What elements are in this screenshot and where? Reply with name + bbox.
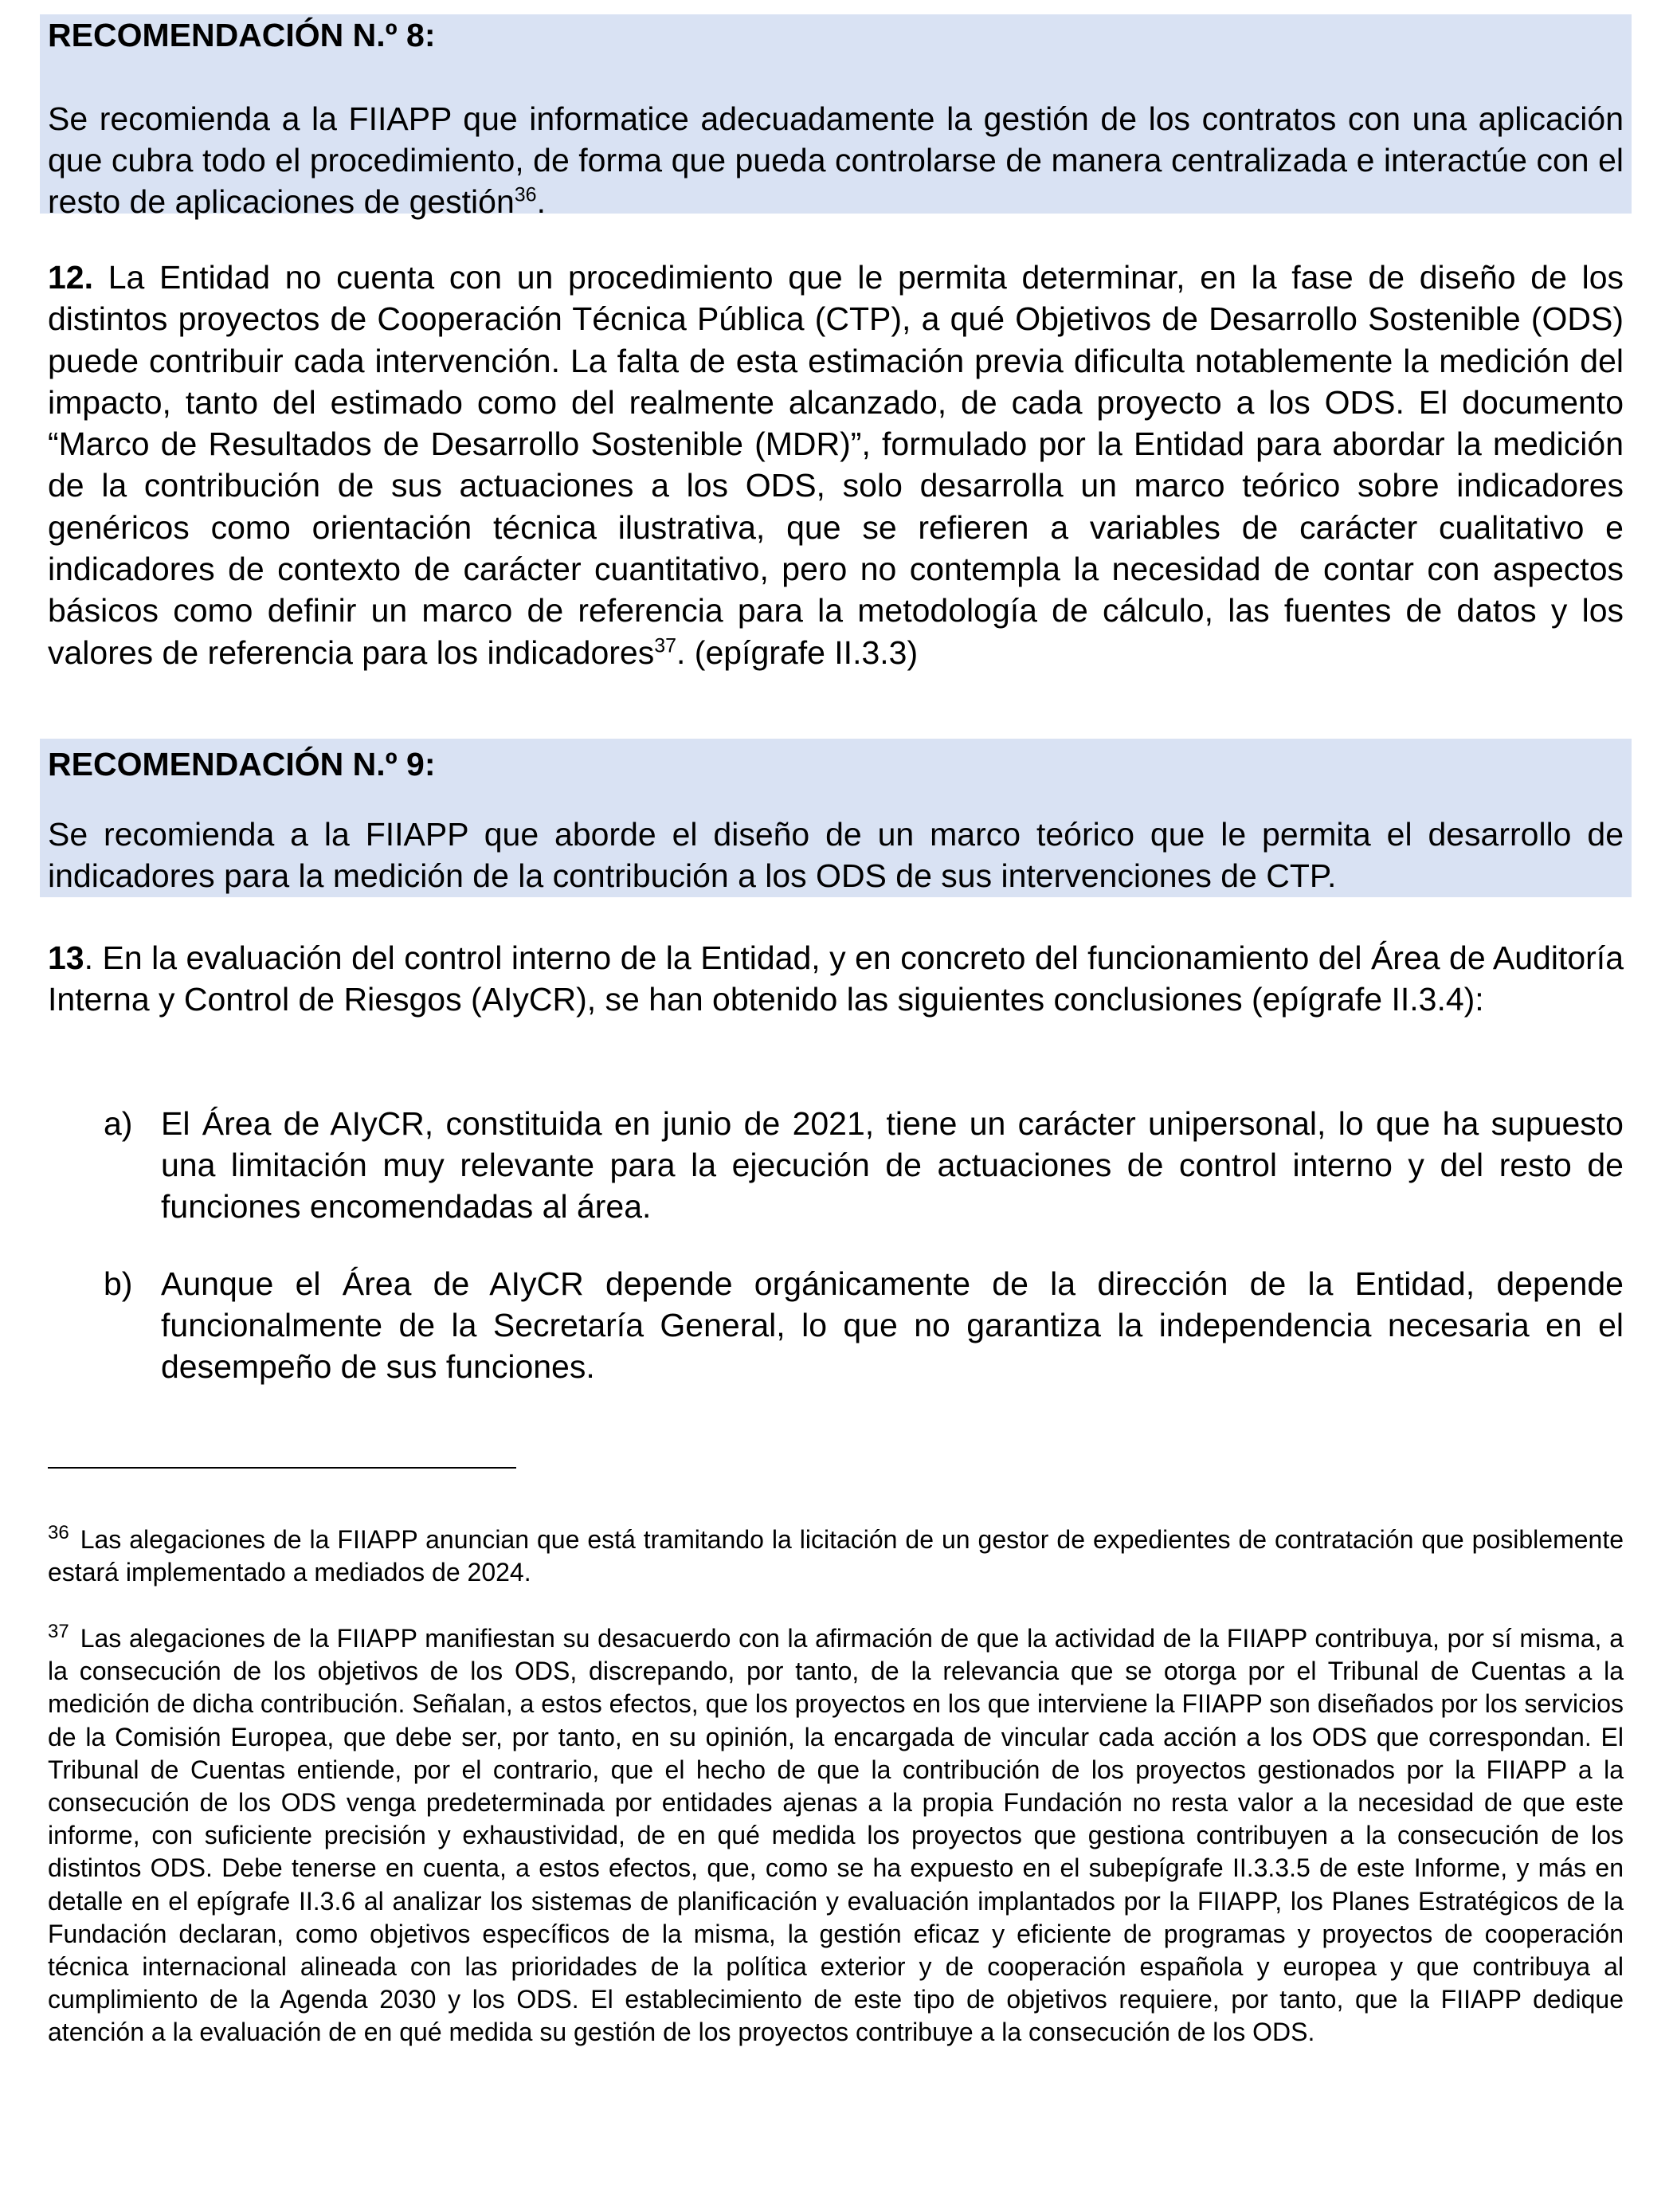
paragraph-13-body: . En la evaluación del control interno de la Entidad, y en concreto del funcionamiento del Área de Auditoría Interna y Control de Riesgos (AIyCR), se han obtenido las siguientes conclusiones (epígrafe II.3.4):: [48, 939, 1624, 1018]
footnote-separator: [48, 1467, 516, 1469]
footnote-text: Las alegaciones de la FIIAPP manifiestan su desacuerdo con la afirmación de que la actividad de la FIIAPP contribuya, por sí misma, a la consecución de los objetivos de los ODS, discrepando, por tanto, de la relevancia que se otorga por el Tribunal de Cuentas a la medición de dicha contribución. Señalan, a estos efectos, que los proyectos en los que interviene la FIIAPP son diseñados por los servicios de la Comisión Europea, que debe ser, por tanto, en su opinión, la encargada de vincular cada acción a los ODS que correspondan. El Tribunal de Cuentas entiende, por el contrario, que el hecho de que la contribución de los proyectos gestionados por la FIIAPP a la consecución de los ODS venga predeterminada por entidades ajenas a la propia Fundación no resta valor a la necesidad de que este informe, con suficiente precisión y exhaustividad, de en qué medida los proyectos que gestiona contribuyen a la consecución de los distintos ODS. Debe tenerse en cuenta, a estos efectos, que, como se ha expuesto en el subepígrafe II.3.3.5 de este Informe, y más en detalle en el epígrafe II.3.6 al analizar los sistemas de planificación y evaluación implantados por la FIIAPP, los Planes Estratégicos de la Fundación declaran, como objetivos específicos de la misma, la gestión eficaz y eficiente de programas y proyectos de cooperación técnica internacional alineada con las prioridades de la política exterior y de cooperación española y europea y que contribuya al cumplimiento de la Agenda 2030 y los ODS. El establecimiento de este tipo de objetivos requiere, por tanto, que la FIIAPP dedique atención a la evaluación de en qué medida su gestión de los proyectos contribuye a la consecución de los ODS.: [48, 1624, 1624, 2047]
recommendation-9-text: Se recomienda a la FIIAPP que aborde el diseño de un marco teórico que le permita el desarrollo de indicadores para la medición de la contribución a los ODS de sus intervenciones de CTP.: [48, 816, 1624, 894]
footnote-36: [48, 1524, 1624, 1589]
footnote-number: 37: [48, 1621, 69, 1643]
recommendation-8-end: .: [536, 183, 546, 220]
footnote-number: 36: [48, 1522, 69, 1544]
paragraph-12-number: 12.: [48, 259, 93, 296]
recommendation-8-box: [40, 14, 1632, 220]
footnote-text: Las alegaciones de la FIIAPP anuncian que está tramitando la licitación de un gestor de expedientes de contratación que posiblemente estará implementado a mediados de 2024.: [48, 1525, 1624, 1587]
paragraph-13: [48, 937, 1624, 1021]
recommendation-9-box: [40, 739, 1632, 897]
recommendation-8-title: RECOMENDACIÓN N.º 8:: [48, 17, 436, 53]
recommendation-8-text: [48, 98, 1624, 222]
paragraph-13-number: 13: [48, 939, 84, 976]
list-item-marker: a): [104, 1105, 133, 1142]
footnote-ref-36[interactable]: 36: [514, 183, 537, 206]
recommendation-9-title: RECOMENDACIÓN N.º 9:: [48, 746, 436, 782]
list-item-text: El Área de AIyCR, constituida en junio de 2021, tiene un carácter unipersonal, lo que ha supuesto una limitación muy relevante para la ejecución de actuaciones de control interno y del resto de funciones encomendadas al área.: [161, 1105, 1624, 1225]
list-item: [104, 1103, 1624, 1227]
paragraph-12-end: . (epígrafe II.3.3): [676, 633, 919, 671]
list-item: [104, 1263, 1624, 1387]
list-item-text: Aunque el Área de AIyCR depende orgánicamente de la dirección de la Entidad, depende funcionalmente de la Secretaría General, lo que no garantiza la independencia necesaria en el desempeño de sus funciones.: [161, 1265, 1624, 1385]
footnote-ref-37[interactable]: 37: [654, 634, 677, 657]
list-item-marker: b): [104, 1265, 133, 1302]
paragraph-12-body: La Entidad no cuenta con un procedimiento que le permita determinar, en la fase de diseño de los distintos proyectos de Cooperación Técnica Pública (CTP), a qué Objetivos de Desarrollo Sostenible (ODS) puede contribuir cada intervención. La falta de esta estimación previa dificulta notablemente la medición del impacto, tanto del estimado como del realmente alcanzado, de cada proyecto a los ODS. El documento “Marco de Resultados de Desarrollo Sostenible (MDR)”, formulado por la Entidad para abordar la medición de la contribución de sus actuaciones a los ODS, solo desarrolla un marco teórico sobre indicadores genéricos como orientación técnica ilustrativa, que se refieren a variables de carácter cualitativo e indicadores de contexto de carácter cuantitativo, pero no contempla la necesidad de contar con aspectos básicos como definir un marco de referencia para la metodología de cálculo, las fuentes de datos y los valores de referencia para los indicadores: [48, 259, 1624, 671]
paragraph-12: [48, 257, 1624, 673]
footnote-37: [48, 1622, 1624, 2049]
recommendation-8-body: Se recomienda a la FIIAPP que informatice adecuadamente la gestión de los contratos con una aplicación que cubra todo el procedimiento, de forma que pueda controlarse de manera centralizada e interactúe con el resto de aplicaciones de gestión: [48, 100, 1624, 220]
